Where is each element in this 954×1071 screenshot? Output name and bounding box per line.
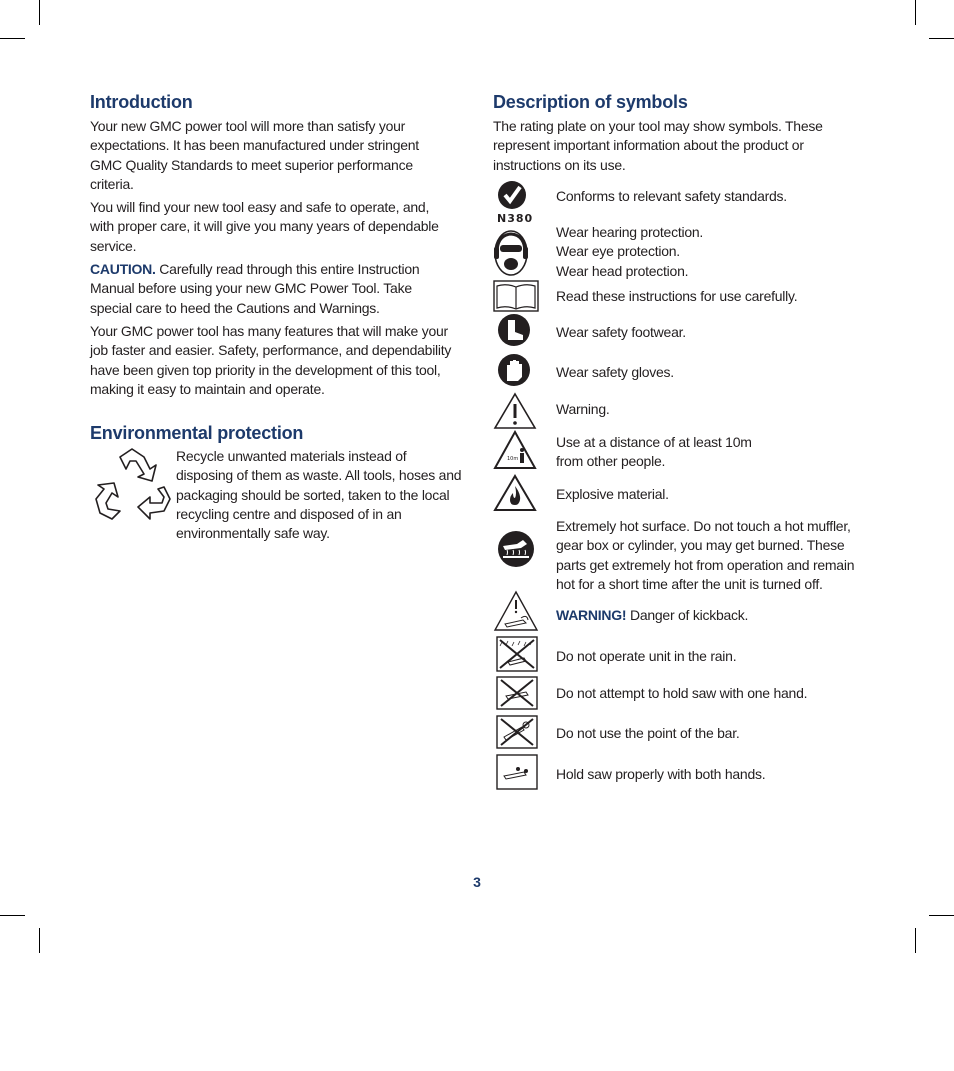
warning-label: WARNING!: [556, 607, 627, 623]
crop-mark: [0, 915, 25, 916]
symbols-intro: The rating plate on your tool may show symbols. These represent important information about the product or instructions on its use.: [493, 118, 823, 173]
no-bar-point-icon: [496, 715, 538, 749]
symbol-text: Do not operate unit in the rain.: [556, 648, 737, 664]
crop-mark: [929, 38, 954, 39]
introduction-heading: Introduction: [90, 92, 193, 112]
symbol-text: Extremely hot surface. Do not touch a hot muffler, gear box or cylinder, you may get burned. These parts get extremely hot from operation and remain hot for a short time after the unit is turned off.: [556, 518, 855, 592]
n380-label: N380: [497, 212, 534, 225]
symbol-text: Wear safety footwear.: [556, 324, 686, 340]
crop-mark: [39, 928, 40, 953]
description-of-symbols-heading: Description of symbols: [493, 92, 688, 112]
kickback-text: Danger of kickback.: [626, 607, 749, 623]
crop-mark: [929, 915, 954, 916]
symbol-text: [556, 606, 876, 625]
right-column: [493, 90, 873, 782]
environmental-protection-heading: Environmental protection: [90, 423, 304, 444]
symbol-list: [493, 90, 873, 810]
environmental-text: Recycle unwanted materials instead of disposing of them as waste. All tools, hoses and packaging should be sorted, taken to the local recycling centre and disposed of in an environmentally safe way.: [176, 448, 462, 542]
symbol-text: Wear hearing protection.: [556, 224, 704, 240]
symbol-text: Hold saw properly with both hands.: [556, 766, 766, 782]
symbol-text: Use at a distance of at least 10m: [556, 434, 752, 450]
hearing-eye-head-protection-icon: [493, 229, 529, 277]
symbol-text: Warning.: [556, 401, 610, 417]
svg-text:10m: 10m: [507, 456, 519, 462]
open-book-icon: [493, 280, 539, 312]
safety-glove-icon: [497, 353, 531, 387]
hot-surface-icon: [497, 530, 535, 568]
left-column: [90, 90, 462, 547]
warning-triangle-icon: [493, 392, 537, 430]
crop-mark: [0, 38, 25, 39]
symbol-text: Wear eye protection.: [556, 243, 680, 260]
symbol-text: Conforms to relevant safety standards.: [556, 188, 787, 204]
crop-mark: [915, 928, 916, 953]
distance-10m-icon: [493, 430, 537, 470]
no-one-hand-icon: [496, 676, 538, 710]
intro-paragraph-2: You will find your new tool easy and safe to operate, and, with proper care, it will give you many years of dependable service.: [90, 199, 439, 254]
symbol-text: from other people.: [556, 453, 666, 470]
page-number: 3: [473, 874, 481, 890]
safety-boot-icon: [497, 313, 531, 347]
recycle-icon: [92, 447, 172, 529]
two-hands-saw-icon: [496, 754, 538, 790]
kickback-warning-icon: [493, 590, 539, 632]
symbol-text: Wear head protection.: [556, 262, 689, 279]
symbol-text-group: [556, 433, 876, 472]
caution-paragraph: [90, 260, 452, 318]
no-rain-icon: [496, 636, 538, 672]
crop-mark: [39, 0, 40, 25]
explosive-flame-icon: [493, 474, 537, 512]
symbol-text: Wear safety gloves.: [556, 364, 674, 380]
crop-mark: [915, 0, 916, 25]
symbol-text: Explosive material.: [556, 486, 669, 502]
symbol-text: Do not attempt to hold saw with one hand.: [556, 685, 808, 701]
symbol-text: Read these instructions for use carefully.: [556, 288, 798, 304]
caution-label: CAUTION.: [90, 261, 156, 278]
intro-paragraph-1: Your new GMC power tool will more than satisfy your expectations. It has been manufactured under stringent GMC Quality Standards to meet superior performance criteria.: [90, 118, 419, 192]
symbol-text-group: [556, 223, 876, 281]
caution-text: Carefully read through this entire Instruction Manual before using your new GMC Power Tool. Take special care to heed the Cautions and Warnings.: [90, 261, 420, 316]
symbol-text: Do not use the point of the bar.: [556, 725, 740, 741]
environmental-section: [90, 447, 462, 547]
intro-paragraph-4: Your GMC power tool has many features that will make your job faster and easier. Safety, performance, and dependability have been given top priority in the development of this tool, making it easy to maintain and operate.: [90, 322, 452, 397]
